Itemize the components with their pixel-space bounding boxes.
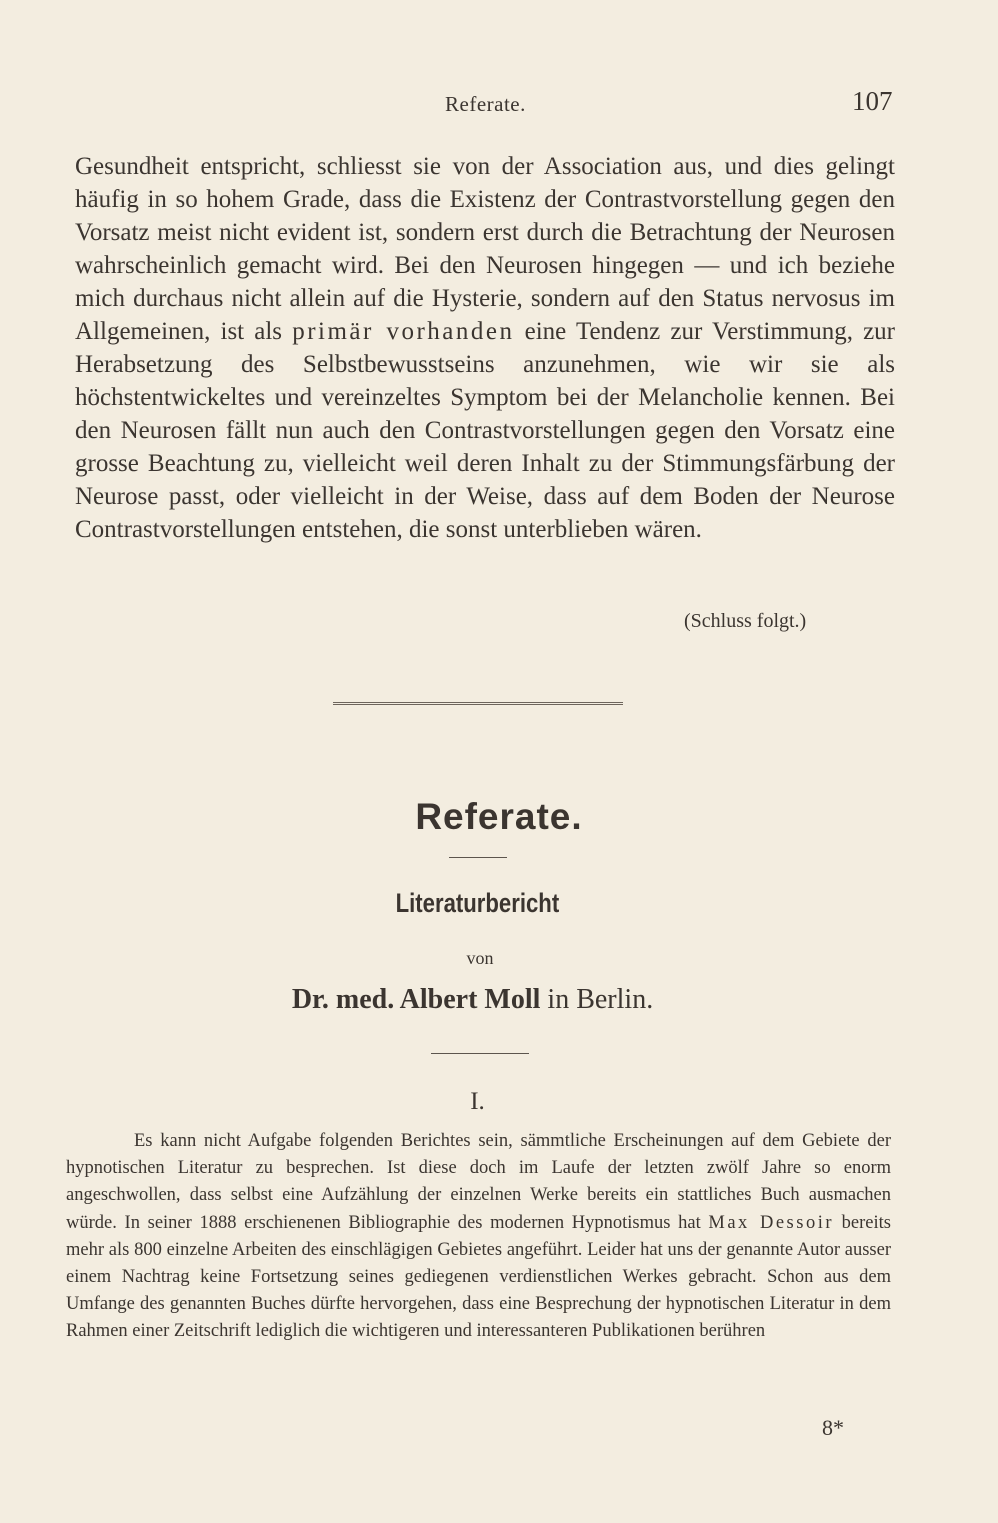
cited-author-name: Max Dessoir [708, 1212, 834, 1233]
body-paragraph-text [75, 150, 895, 546]
section-title: Referate. [415, 796, 583, 837]
report-title: Literaturbericht [395, 888, 560, 918]
author-line [0, 984, 945, 1016]
title-rule [449, 857, 507, 858]
body-text-after: eine Tendenz zur Verstimmung, zur Herabsetzung des Selbstbewusstseins anzunehmen, wie wir sie als höchstentwickeltes und vereinzeltes Symptom bei der Melancholie kennen. Bei den Neurosen fällt nun auch den Contrastvorstellungen gegen den Vorsatz eine grosse Beachtung zu, vielleicht weil deren Inhalt zu der Stimmungsfärbung der Neurose passt, oder vielleicht in der Weise, dass auf dem Boden der Neurose Contrastvorstellungen entstehen, die sonst unterblieben wären. [75, 318, 896, 543]
part-number: I. [470, 1088, 485, 1115]
report-paragraph [66, 1128, 891, 1346]
continuation-note: (Schluss folgt.) [684, 610, 807, 632]
by-label: von [466, 948, 494, 968]
report-text-before: Es kann nicht Aufgabe folgenden Berichtes sein, sämmtliche Erscheinungen auf dem Gebiete der hypnotischen Literatur zu besprechen. Ist diese doch im Laufe der letzten zwölf Jahre so enorm angeschwollen, dass selbst eine Aufzählung der einzelnen Werke bereits ein stattliches Buch ausmachen würde. In seiner 1888 erschienenen Bibliographie des modernen Hypnotismus hat [66, 1131, 891, 1233]
page-number: 107 [852, 86, 893, 116]
body-text-before: Gesundheit entspricht, schliesst sie von der Association aus, und dies gelingt häufig in so hohem Grade, dass die Existenz der Contrastvorstellung gegen den Vorsatz meist nicht evident ist, sondern erst durch die Betrachtung der Neurosen wahrscheinlich gemacht wird. Bei den Neurosen hingegen — und ich beziehe mich durchaus nicht allein auf die Hysterie, sondern auf den Status nervosus im Allgemeinen, ist als [75, 153, 895, 345]
report-text-after: bereits mehr als 800 einzelne Arbeiten des einschlägigen Gebietes angeführt. Leider hat uns der genannte Autor ausser einem Nachtrag keine Fortsetzung seines gediegenen verdienstlichen Werkes gebracht. Schon aus dem Umfange des genannten Buches dürfte hervorgehen, dass eine Besprechung der hypnotischen Literatur in dem Rahmen einer Zeitschrift lediglich die wichtigeren und interessanteren Publikationen berühren [66, 1212, 891, 1342]
running-title: Referate. [445, 92, 526, 116]
author-rule [431, 1053, 529, 1054]
author-location: in Berlin. [540, 984, 654, 1015]
section-divider [333, 702, 623, 705]
author-name: Dr. med. Albert Moll [291, 984, 541, 1015]
emphasized-phrase: primär vorhanden [292, 318, 515, 345]
running-head [0, 86, 998, 122]
signature-mark: 8* [822, 1415, 844, 1440]
body-paragraph [75, 150, 895, 546]
